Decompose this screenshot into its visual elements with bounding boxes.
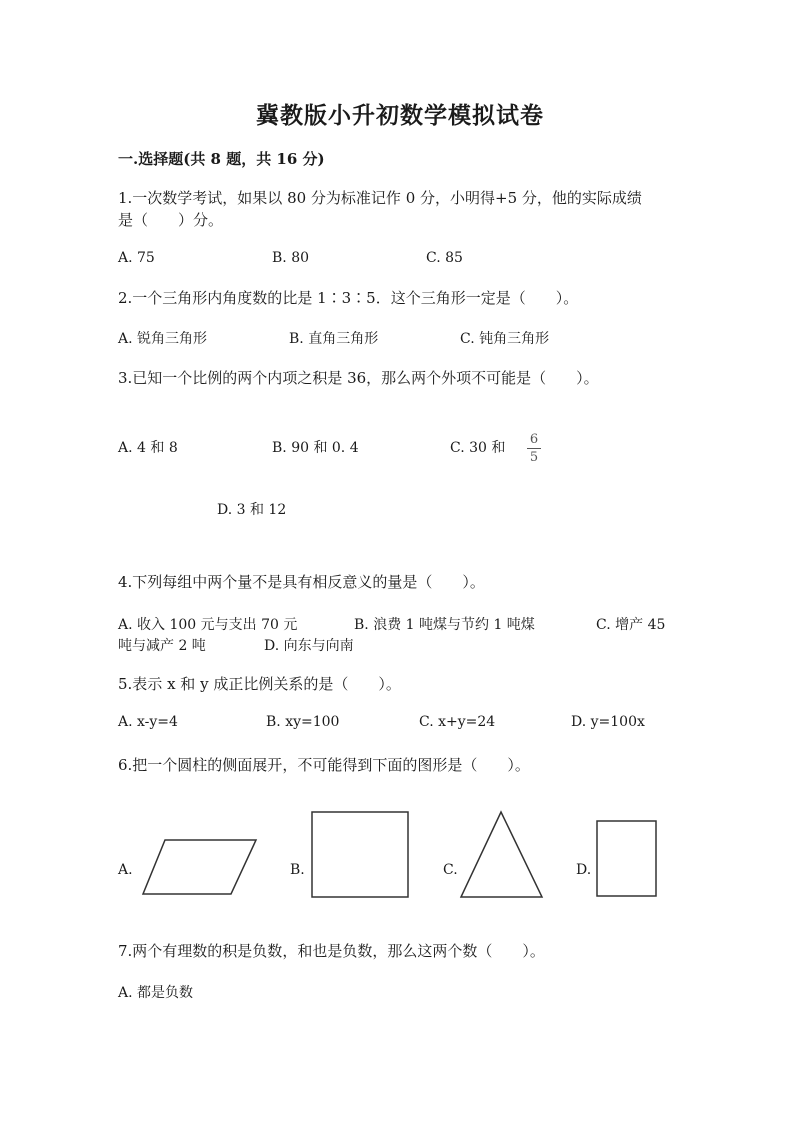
parallelogram-shape (140, 836, 260, 898)
q1-option-a: A. 75 (118, 250, 155, 266)
q5-option-a: A. x-y=4 (118, 714, 178, 730)
question-7: 7.两个有理数的积是负数，和也是负数，那么这两个数（ ）。 (118, 942, 545, 960)
question-4: 4.下列每组中两个量不是具有相反意义的量是（ ）。 (118, 573, 485, 591)
section-heading: 一.选择题(共 8 题，共 16 分) (118, 150, 325, 168)
q6-option-c: C. (443, 862, 458, 878)
question-1-line-1: 1.一次数学考试，如果以 80 分为标准记作 0 分，小明得+5 分，他的实际成绩 (118, 189, 642, 207)
question-1-line-2: 是（ ）分。 (118, 211, 224, 229)
q4-option-b: B. 浪费 1 吨煤与节约 1 吨煤 (354, 617, 535, 633)
q6-option-d: D. (576, 862, 592, 878)
q4-option-c-continued: 吨与减产 2 吨 (118, 638, 206, 654)
triangle-shape (459, 809, 545, 901)
q2-option-b: B. 直角三角形 (289, 331, 379, 347)
q7-option-a: A. 都是负数 (118, 985, 194, 1001)
q3-option-b: B. 90 和 0. 4 (272, 440, 359, 456)
q4-option-d: D. 向东与向南 (264, 638, 354, 654)
q2-option-c: C. 钝角三角形 (460, 331, 550, 347)
question-6: 6.把一个圆柱的侧面展开，不可能得到下面的图形是（ ）。 (118, 756, 530, 774)
fraction-numerator: 6 (529, 432, 539, 447)
rectangle-shape (595, 819, 659, 899)
question-2: 2.一个三角形内角度数的比是 1∶3∶5．这个三角形一定是（ ）。 (118, 289, 579, 307)
q5-option-d: D. y=100x (571, 714, 645, 730)
q5-option-b: B. xy=100 (266, 714, 340, 730)
q4-option-c: C. 增产 45 (596, 617, 666, 633)
question-3: 3.已知一个比例的两个内项之积是 36，那么两个外项不可能是（ ）。 (118, 369, 599, 387)
fraction-denominator: 5 (529, 450, 539, 465)
question-5: 5.表示 x 和 y 成正比例关系的是（ ）。 (118, 675, 401, 693)
q1-option-b: B. 80 (272, 250, 310, 266)
q1-option-c: C. 85 (426, 250, 463, 266)
q6-option-b: B. (290, 862, 305, 878)
square-shape (310, 810, 412, 900)
q3-option-c: C. 30 和 (450, 440, 506, 456)
q6-option-a: A. (118, 862, 133, 878)
page-title: 冀教版小升初数学模拟试卷 (256, 102, 544, 129)
q2-option-a: A. 锐角三角形 (118, 331, 208, 347)
q3-option-d: D. 3 和 12 (217, 502, 287, 518)
fraction-bar (527, 448, 541, 449)
fraction-six-fifths (527, 432, 541, 465)
q3-option-a: A. 4 和 8 (118, 440, 178, 456)
q5-option-c: C. x+y=24 (419, 714, 496, 730)
q4-option-a: A. 收入 100 元与支出 70 元 (118, 617, 298, 633)
